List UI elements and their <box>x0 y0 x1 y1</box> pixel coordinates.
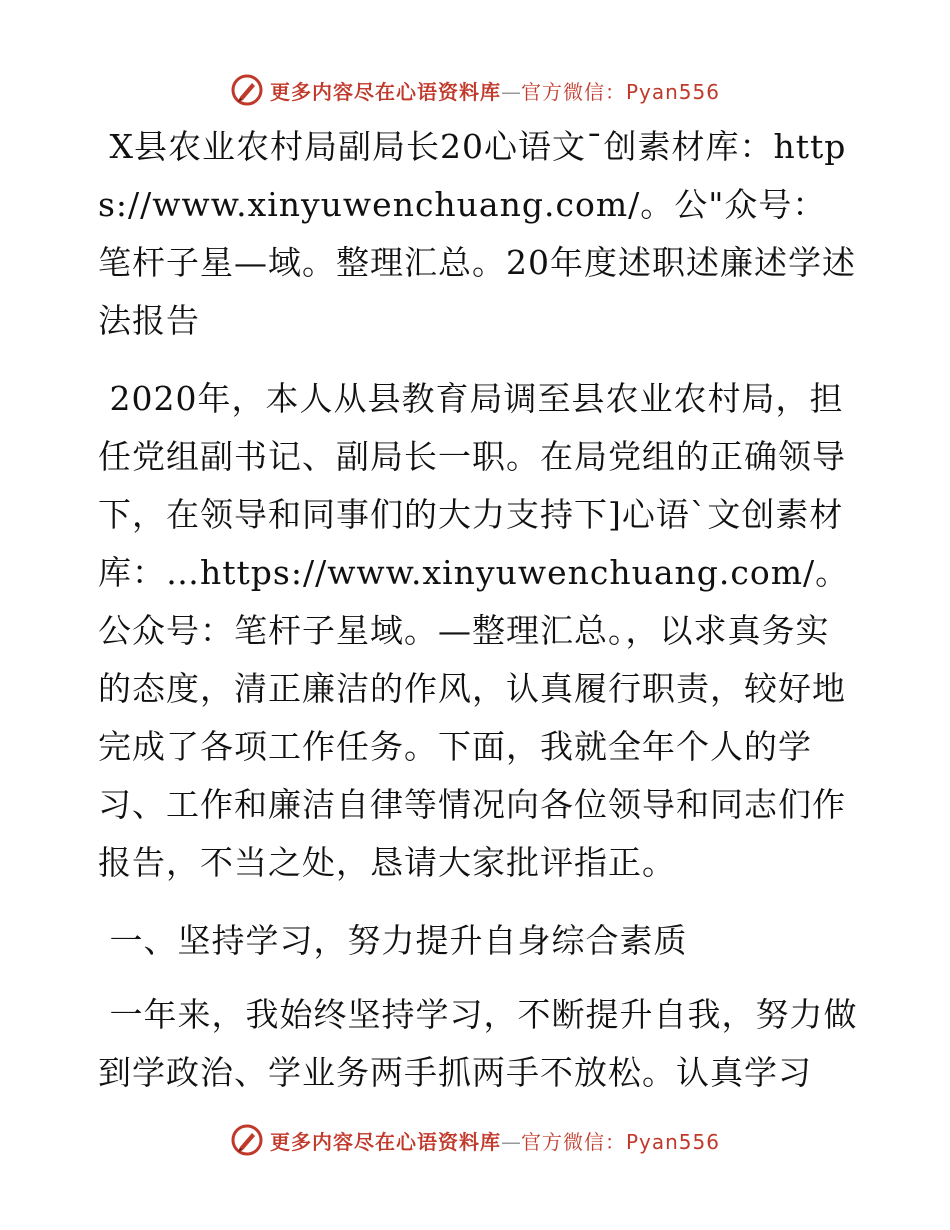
watermark-text <box>270 1126 720 1155</box>
watermark-main: 更多内容尽在心语资料库 <box>269 79 501 104</box>
watermark-text <box>270 76 720 105</box>
pen-logo-icon <box>230 1123 264 1157</box>
section-paragraph: 一年来，我始终坚持学习，不断提升自我，努力做到学政治、学业务两手抓两手不放松。认真学习 <box>98 995 858 1092</box>
watermark-separator: — <box>500 1129 521 1154</box>
watermark-main: 更多内容尽在心语资料库 <box>269 1129 501 1154</box>
document-body <box>98 118 858 1122</box>
intro-paragraph: 2020年，本人从县教育局调至县农业农村局，担任党组副书记、副局长一职。在局党组的正确领导下，在领导和同事们的大力支持下]心语`文创素材库：…https://www.xinyuwenchuang.com/。公众号：笔杆子星域。—整理汇总。，以求真务实的态度，清正廉洁的作风，认真履行职责，较好地完成了各项工作任务。下面，我就全年个人的学习、工作和廉洁自律等情况向各位领导和同志们作报告，不当之处，恳请大家批评指正。 <box>98 379 850 882</box>
watermark-official: 官方微信：Pyan556 <box>520 1129 720 1154</box>
document-title-paragraph: X县农业农村局副局长20心语文¯创素材库：https://www.xinyuwenchuang.com/。公"众号：笔杆子星—域。整理汇总。20年度述职述廉述学述法报告 <box>98 127 856 340</box>
watermark-official: 官方微信：Pyan556 <box>520 79 720 104</box>
footer-watermark <box>0 1120 950 1160</box>
watermark-separator: — <box>500 79 521 104</box>
header-watermark <box>0 70 950 110</box>
section-heading: 一、坚持学习，努力提升自身综合素质 <box>109 921 688 960</box>
pen-logo-icon <box>230 73 264 107</box>
